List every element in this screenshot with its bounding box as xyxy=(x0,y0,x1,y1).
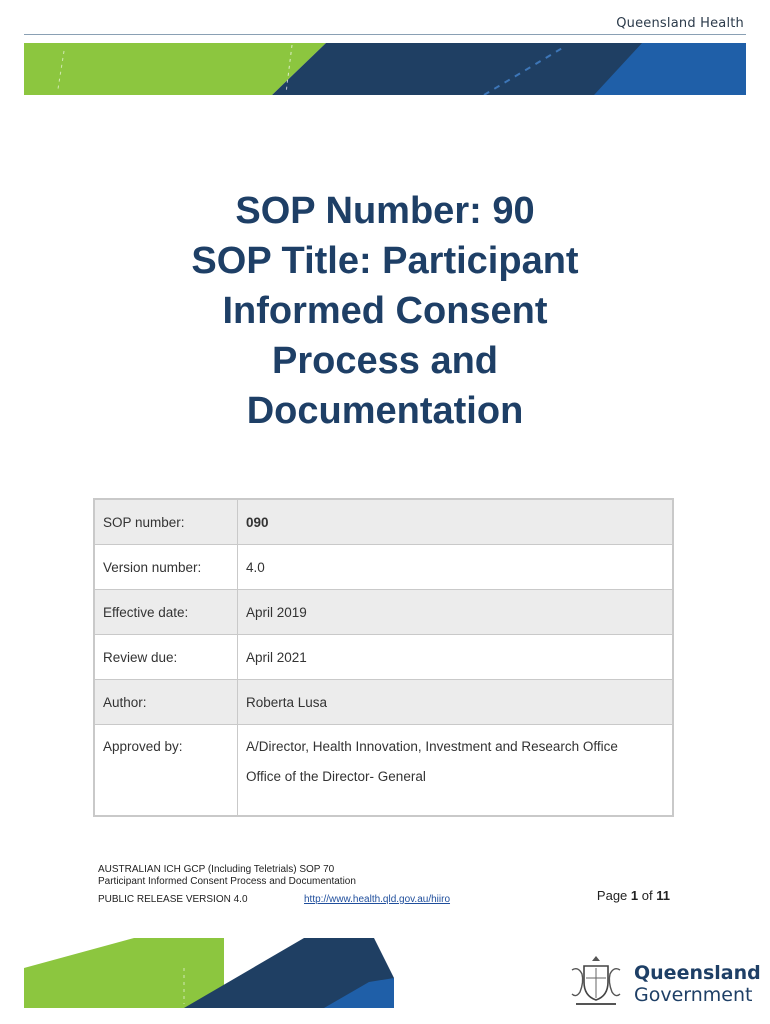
sop-title-line: Informed Consent xyxy=(222,290,548,332)
page-label: Page xyxy=(596,888,628,903)
row-label: Review due: xyxy=(94,635,238,680)
table-row xyxy=(94,499,673,545)
page-of: of xyxy=(641,888,653,903)
sop-details-table xyxy=(93,498,674,817)
queensland-government-logo xyxy=(634,962,761,1006)
logo-line: Queensland xyxy=(634,962,761,984)
header-banner xyxy=(24,43,746,95)
table-row xyxy=(94,725,673,817)
table-row xyxy=(94,635,673,680)
row-value: April 2021 xyxy=(238,635,674,680)
row-label: Approved by: xyxy=(94,725,238,817)
sop-number-heading: SOP Number: 90 xyxy=(235,190,535,232)
row-label: SOP number: xyxy=(94,499,238,545)
table-row xyxy=(94,590,673,635)
sop-title-line: Documentation xyxy=(246,390,524,432)
footer-banner xyxy=(24,938,394,1008)
hiiro-link[interactable]: http://www.health.qld.gov.au/hiiro xyxy=(304,894,451,905)
row-value: April 2019 xyxy=(238,590,674,635)
table-row xyxy=(94,680,673,725)
release-version: PUBLIC RELEASE VERSION 4.0 xyxy=(98,894,248,905)
header-rule xyxy=(24,34,746,35)
page-footer xyxy=(98,864,670,906)
page-total: 11 xyxy=(656,888,670,903)
page-number xyxy=(597,890,670,902)
table-row xyxy=(94,545,673,590)
footer-line: AUSTRALIAN ICH GCP (Including Teletrials) SOP 70 xyxy=(98,864,335,875)
logo-line: Government xyxy=(634,984,753,1006)
approver-line: Office of the Director- General xyxy=(246,769,426,784)
row-value: 090 xyxy=(238,499,674,545)
row-value: Roberta Lusa xyxy=(238,680,674,725)
document-title xyxy=(0,186,770,436)
sop-title-line: SOP Title: Participant xyxy=(191,240,579,282)
row-value: 4.0 xyxy=(238,545,674,590)
row-value xyxy=(238,725,674,817)
organisation-name: Queensland Health xyxy=(616,16,744,31)
row-label: Effective date: xyxy=(94,590,238,635)
approver-line: A/Director, Health Innovation, Investment and Research Office xyxy=(246,739,618,754)
row-label: Author: xyxy=(94,680,238,725)
row-label: Version number: xyxy=(94,545,238,590)
page-current: 1 xyxy=(630,888,639,903)
sop-title-line: Process and xyxy=(272,340,498,382)
footer-line: Participant Informed Consent Process and Documentation xyxy=(98,876,356,887)
coat-of-arms-icon xyxy=(566,952,626,1010)
